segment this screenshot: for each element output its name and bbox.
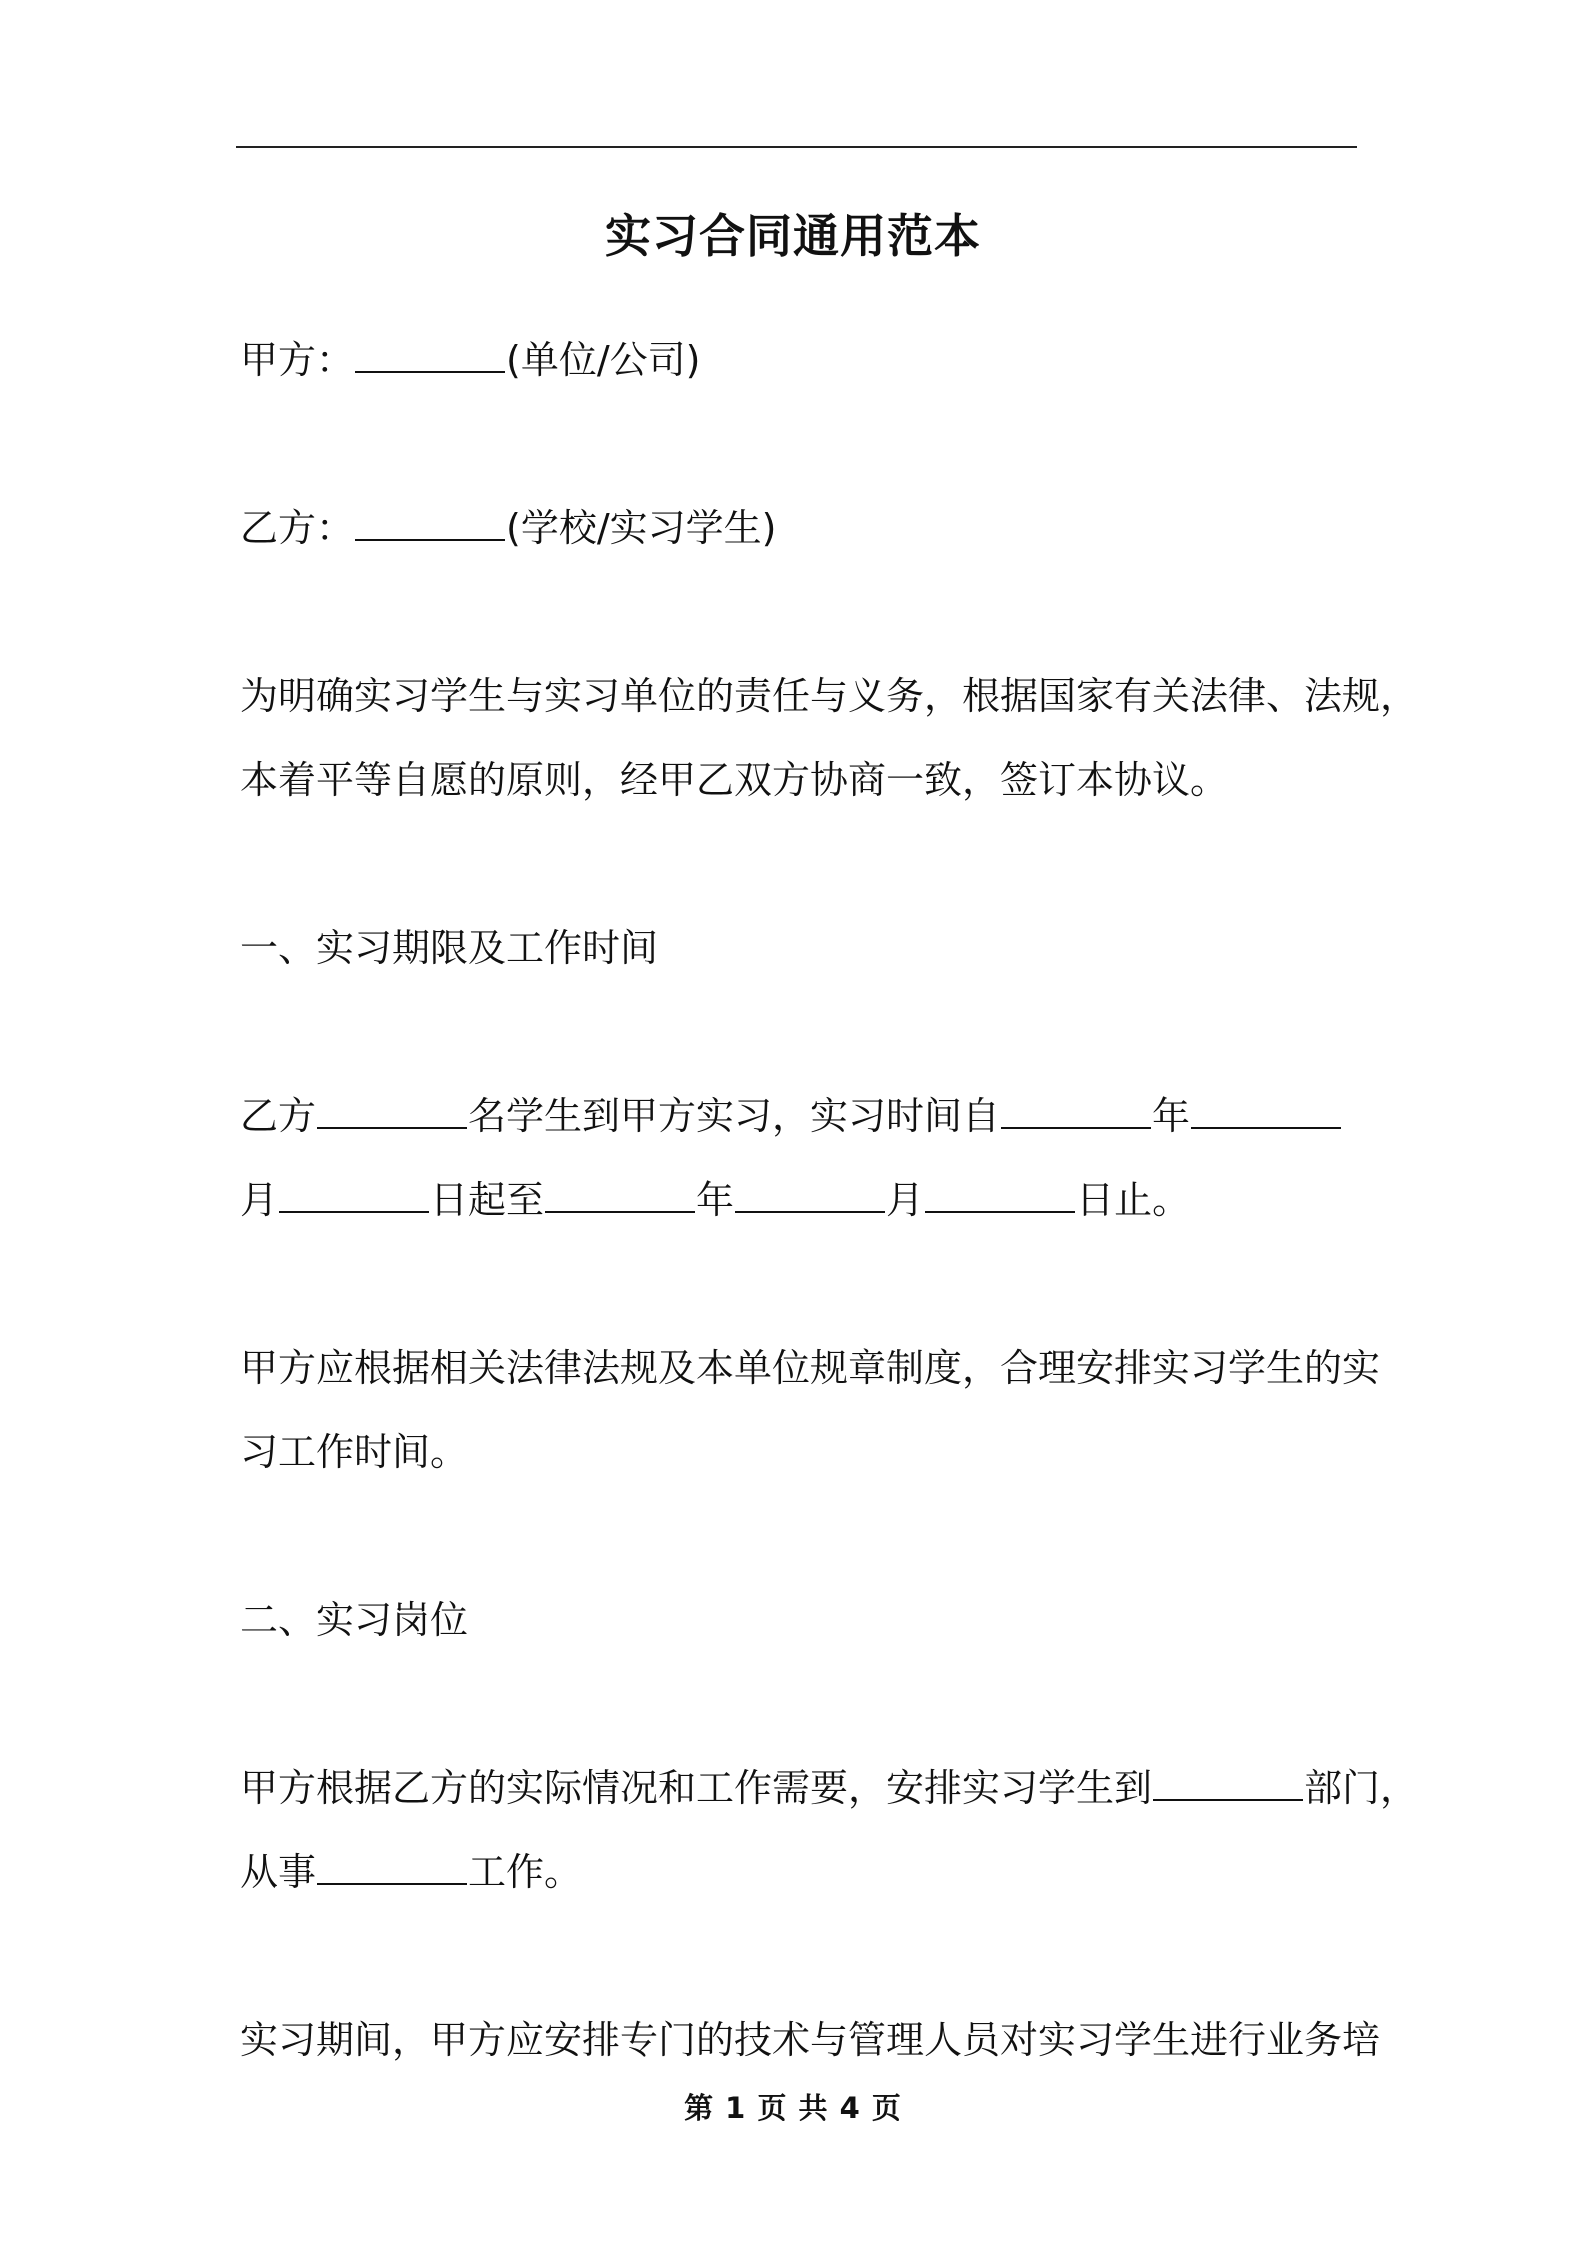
intro-line-1: 为明确实习学生与实习单位的责任与义务，根据国家有关法律、法规， (240, 674, 1419, 718)
position-text-4: 工作。 (468, 1850, 583, 1894)
period-text-8: 日止。 (1076, 1178, 1191, 1222)
page-footer: 第 1 页 共 4 页 (684, 2091, 902, 2125)
header-rule (236, 146, 1357, 148)
document-title: 实习合同通用范本 (605, 209, 981, 263)
end-year-blank[interactable] (545, 1181, 695, 1213)
section-2-heading: 二、实习岗位 (240, 1598, 469, 1642)
period-text-6: 年 (696, 1178, 735, 1222)
job-blank[interactable] (317, 1853, 467, 1885)
intro-line-2: 本着平等自愿的原则，经甲乙双方协商一致，签订本协议。 (240, 758, 1229, 802)
section-1-heading: 一、实习期限及工作时间 (240, 926, 659, 970)
period-text-1: 乙方 (240, 1094, 317, 1138)
party-b-line (240, 500, 776, 556)
hours-line-2: 习工作时间。 (240, 1430, 469, 1474)
position-line-1 (240, 1760, 1418, 1816)
training-line-1: 实习期间，甲方应安排专门的技术与管理人员对实习学生进行业务培 (240, 2018, 1381, 2062)
period-text-5: 日起至 (430, 1178, 545, 1222)
student-count-blank[interactable] (317, 1097, 467, 1129)
start-day-blank[interactable] (279, 1181, 429, 1213)
party-a-blank[interactable] (355, 341, 505, 373)
start-year-blank[interactable] (1001, 1097, 1151, 1129)
period-line-2 (240, 1172, 1190, 1228)
period-text-3: 年 (1152, 1094, 1191, 1138)
end-day-blank[interactable] (925, 1181, 1075, 1213)
period-text-2: 名学生到甲方实习，实习时间自 (468, 1094, 1001, 1138)
position-text-1: 甲方根据乙方的实际情况和工作需要，安排实习学生到 (240, 1766, 1153, 1810)
party-a-label: 甲方： (240, 338, 355, 382)
period-text-7: 月 (886, 1178, 925, 1222)
period-line-1 (240, 1088, 1342, 1144)
start-month-blank[interactable] (1191, 1097, 1341, 1129)
party-a-line (240, 332, 700, 388)
party-b-label: 乙方： (240, 506, 355, 550)
party-b-blank[interactable] (355, 509, 505, 541)
department-blank[interactable] (1153, 1769, 1303, 1801)
position-text-2: 部门， (1304, 1766, 1419, 1810)
party-b-suffix: (学校/实习学生) (506, 506, 777, 550)
period-text-4: 月 (240, 1178, 279, 1222)
position-line-2 (240, 1844, 582, 1900)
party-a-suffix: (单位/公司) (506, 338, 701, 382)
end-month-blank[interactable] (735, 1181, 885, 1213)
hours-line-1: 甲方应根据相关法律法规及本单位规章制度，合理安排实习学生的实 (240, 1346, 1381, 1390)
position-text-3: 从事 (240, 1850, 317, 1894)
